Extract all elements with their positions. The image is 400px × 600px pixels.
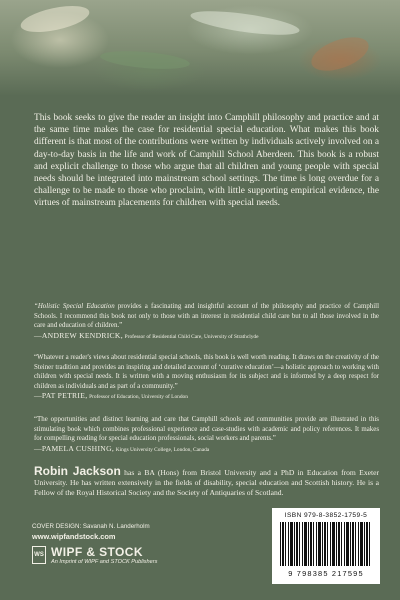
endorser-name: —ANDREW KENDRICK, bbox=[34, 330, 123, 340]
book-blurb: This book seeks to give the reader an insight into Camphill philosophy and practice and at the same time makes the case for residential special education. What makes this book different is that most of the contributions were written by individuals actively involved on a day-to-day basis in the life and work of Camphill School Aberdeen. This book is a robust and explicit challenge to those who argue that all children and young people with special needs should be integrated into mainstream school settings. The time is long overdue for a challenge to be made to those who proclaim, with little supporting empirical evidence, the virtues of mainstream placements for children with special needs. bbox=[34, 113, 379, 209]
endorser-name: —PAT PETRIE, bbox=[34, 391, 88, 401]
barcode-panel bbox=[272, 508, 380, 584]
paint-stroke bbox=[18, 1, 91, 37]
endorsement-quote bbox=[34, 353, 379, 403]
cover-design-credit: COVER DESIGN: Savanah N. Landerholm bbox=[32, 523, 150, 530]
quote-text: provides a fascinating and insightful account of the philosophy and practice of Camphill Schools. I recommend this book not only to those with an interest in residential child care but to all those involved in the care and education of children.” bbox=[34, 303, 379, 330]
author-bio-text: has a BA (Hons) from Bristol University and a PhD in Education from Exeter University. He has written extensively in the fields of disability, special education and Scottish history. He is a Fellow of the Royal Historical Society and the Society of Antiquaries of Scotland. bbox=[34, 468, 379, 497]
endorser-affiliation: Kings University College, London, Canada bbox=[115, 446, 210, 453]
quote-attribution bbox=[34, 444, 379, 456]
author-name: Robin Jackson bbox=[34, 464, 121, 478]
publisher-logo-icon: WS bbox=[32, 546, 46, 564]
author-bio bbox=[34, 466, 379, 498]
paint-stroke bbox=[307, 31, 373, 78]
barcode-number: 9 798385 217595 bbox=[288, 569, 364, 578]
endorsement-quote bbox=[34, 415, 379, 455]
quote-book-title: “Holistic Special Education bbox=[34, 303, 115, 310]
quote-attribution bbox=[34, 331, 379, 343]
isbn-label: ISBN 979-8-3852-1759-5 bbox=[284, 512, 368, 519]
quote-text: “The opportunities and distinct learning and care that Camphill schools and communities provide are illustrated in this stimulating book which combines professional experience and case-studies with academic and policy references. It makes for compelling reading for special education professionals, social workers and parents.” bbox=[34, 416, 379, 443]
endorsement-quote bbox=[34, 302, 379, 342]
endorser-affiliation: Professor of Residential Child Care, University of Strathclyde bbox=[124, 333, 259, 340]
quote-text: “Whatever a reader's views about residential special schools, this book is well worth reading. It draws on the creativity of the Steiner tradition and provides an inspiring and detailed account of ‘curative education’—a holistic approach to working with children with special needs. It is written with a moving enthusiasm for its subject and is informed by a deep respect for children as individuals and as part of a community.” bbox=[34, 354, 379, 390]
publisher-website: www.wipfandstock.com bbox=[32, 532, 116, 541]
endorser-affiliation: Professor of Education, University of London bbox=[89, 394, 188, 401]
barcode-icon bbox=[280, 522, 372, 566]
publisher-tagline: An Imprint of WIPF and STOCK Publishers bbox=[51, 559, 158, 565]
publisher-block bbox=[32, 545, 158, 565]
publisher-name: WIPF & STOCK bbox=[51, 545, 143, 559]
paint-stroke bbox=[99, 48, 190, 72]
paint-stroke bbox=[189, 6, 300, 39]
cover-artwork bbox=[0, 0, 400, 96]
quote-attribution bbox=[34, 391, 379, 403]
endorser-name: —PAMELA CUSHING, bbox=[34, 443, 115, 453]
